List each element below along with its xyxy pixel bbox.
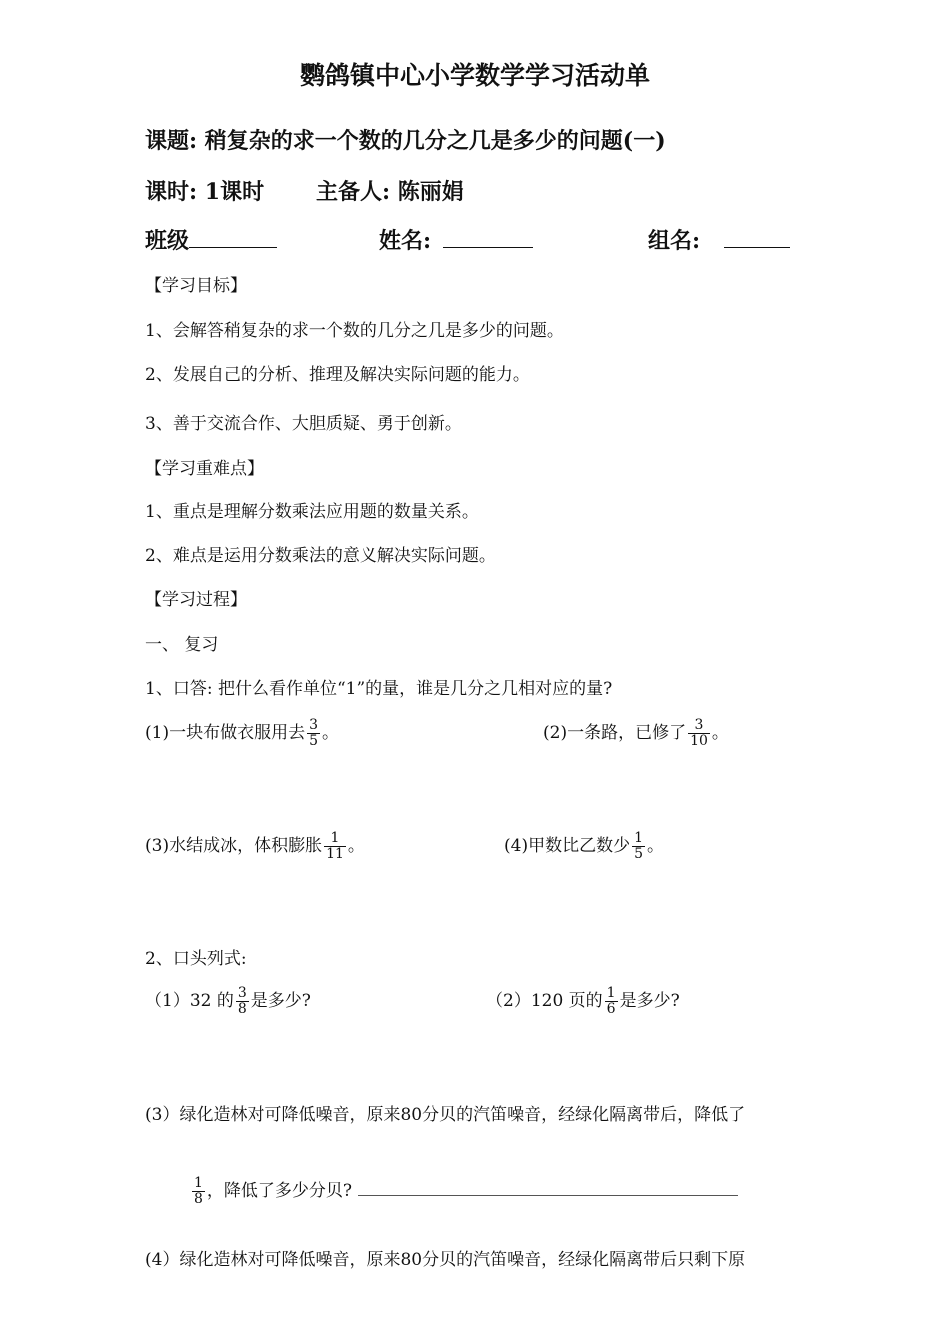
- process-heading: 【学习过程】: [145, 590, 247, 610]
- section-review: 一、 复习: [145, 635, 219, 655]
- question-1-item-3: (3)水结成冰，体积膨胀 $\frac{1}{11}$ 。: [145, 830, 365, 862]
- lesson-topic: 课题: 稍复杂的求一个数的几分之几是多少的问题(一): [145, 128, 666, 154]
- fraction: $\frac{1}{5}$: [634, 830, 644, 862]
- fraction: $\frac{1}{8}$: [194, 1175, 203, 1207]
- objective-item: 3、善于交流合作、大胆质疑、勇于创新。: [145, 414, 462, 434]
- question-2-item-1: （1）32 的 $\frac{3}{8}$ 是多少?: [145, 985, 311, 1017]
- objective-item: 1、会解答稍复杂的求一个数的几分之几是多少的问题。: [145, 321, 564, 341]
- objective-item: 2、发展自己的分析、推理及解决实际问题的能力。: [145, 365, 530, 385]
- question-1-prompt: 1、口答: 把什么看作单位“1”的量，谁是几分之几相对应的量?: [145, 679, 613, 699]
- question-2-item-2: （2）120 页的 $\frac{1}{6}$ 是多少?: [486, 985, 680, 1017]
- question-2-item-3-line-2: $\frac{1}{8}$ ，降低了多少分贝?: [190, 1176, 738, 1207]
- question-2-prompt: 2、口头列式:: [145, 949, 247, 969]
- name-label: 姓名:: [379, 228, 432, 254]
- question-2-item-4-line-1: (4）绿化造林对可降低噪音，原来80分贝的汽笛噪音，经绿化隔离带后只剩下原: [145, 1250, 746, 1270]
- lesson-preparer: 主备人: 陈丽娟: [316, 179, 464, 205]
- fraction: $\frac{3}{8}$: [237, 985, 247, 1017]
- question-1-item-2: (2)一条路，已修了 $\frac{3}{10}$ 。: [543, 717, 729, 749]
- page-title: 鹦鸽镇中心小学数学学习活动单: [299, 61, 650, 90]
- keypoint-item: 2、难点是运用分数乘法的意义解决实际问题。: [145, 546, 496, 566]
- class-field[interactable]: [145, 224, 277, 255]
- fraction: $\frac{1}{11}$: [326, 830, 344, 862]
- question-2-item-3-line-1: (3）绿化造林对可降低噪音，原来80分贝的汽笛噪音，经绿化隔离带后，降低了: [145, 1105, 746, 1125]
- objectives-heading: 【学习目标】: [145, 276, 247, 296]
- answer-line[interactable]: [358, 1181, 738, 1196]
- fraction: $\frac{1}{6}$: [606, 985, 616, 1017]
- class-blank[interactable]: [189, 227, 277, 248]
- keypoint-item: 1、重点是理解分数乘法应用题的数量关系。: [145, 502, 479, 522]
- class-label: 班级: [145, 228, 190, 254]
- name-field[interactable]: [379, 224, 533, 255]
- fraction: $\frac{3}{5}$: [309, 717, 319, 749]
- lesson-period: 课时: 1课时: [145, 179, 265, 205]
- question-1-item-4: (4)甲数比乙数少 $\frac{1}{5}$ 。: [504, 830, 665, 862]
- group-blank[interactable]: [724, 227, 790, 248]
- fraction: $\frac{3}{10}$: [690, 717, 708, 749]
- keypoints-heading: 【学习重难点】: [145, 459, 264, 479]
- group-label: 组名:: [648, 228, 701, 254]
- name-blank[interactable]: [443, 227, 533, 248]
- question-1-item-1: (1)一块布做衣服用去 $\frac{3}{5}$ 。: [145, 717, 340, 749]
- group-field[interactable]: [648, 224, 790, 255]
